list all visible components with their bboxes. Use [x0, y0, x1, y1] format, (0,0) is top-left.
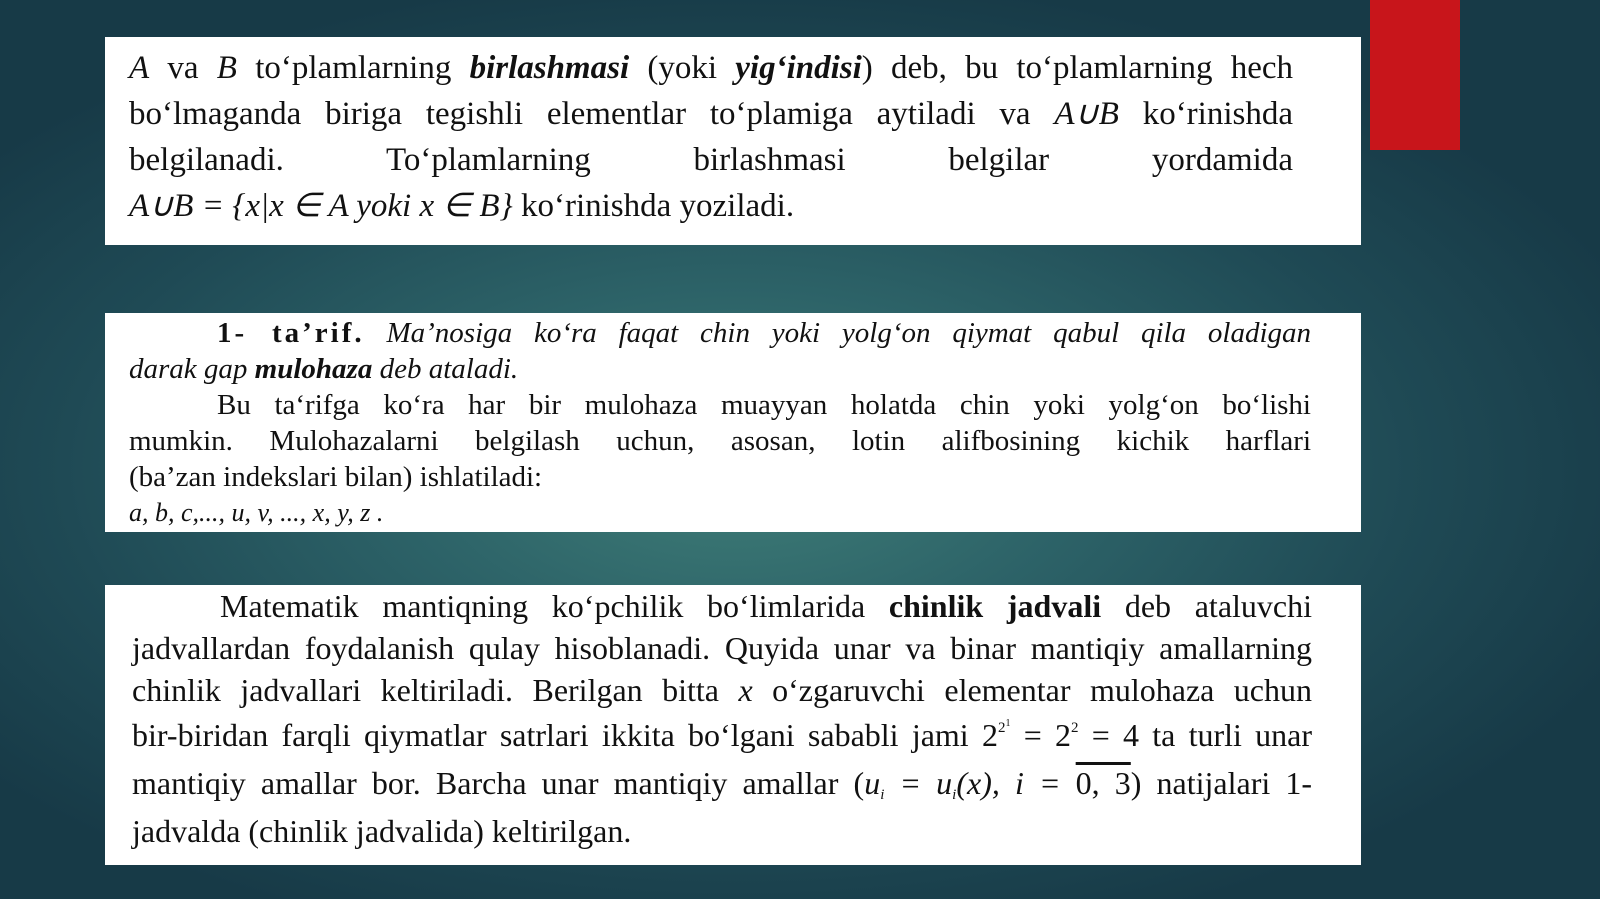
union-formula: A∪B = {x|x ∈ A yoki x ∈ B}	[129, 188, 513, 224]
text: ko‘rinishda	[1142, 96, 1293, 132]
letters-list: a, b, c,..., u, v, ..., x, y, z .	[129, 498, 384, 527]
p2-line3: (ba’zan indekslari bilan) ishlatiladi:	[129, 461, 543, 493]
text: ko‘rinishda yoziladi.	[520, 188, 795, 224]
card1-line4	[129, 183, 1293, 229]
truth-table-card	[105, 585, 1361, 865]
text: darak gap	[129, 353, 248, 385]
c3-line2: jadvallardan foydalanish qulay hisoblanadi. Quyida unar va binar mantiqiy amallarning	[132, 630, 1312, 666]
card1-line2	[129, 91, 1293, 137]
text: chinlik jadvallari keltiriladi. Berilgan bitta	[132, 672, 719, 708]
text: to‘plamlarning	[255, 50, 452, 86]
unary-ops-formula: ($u_i = u_i(x)$, i = 0, 3)	[853, 765, 1142, 803]
p2-line2: mumkin. Mulohazalarni belgilash uchun, asosan, lotin alifbosining kichik harflari	[129, 425, 1311, 457]
text: bir-biridan farqli qiymatlar satrlari ikkita bo‘lgani sababli jami	[132, 717, 969, 753]
c3-line5	[132, 759, 1312, 807]
text: Ma’nosiga ko‘ra faqat chin yoki yolg‘on qiymat qabul qila oladigan	[386, 317, 1311, 349]
c3-line6: jadvalda (chinlik jadvalida) keltirilgan.	[132, 813, 632, 849]
text: natijalari 1-	[1156, 765, 1313, 801]
text: Matematik mantiqning ko‘pchilik bo‘limlarida	[220, 588, 866, 624]
variable-x: x	[738, 672, 753, 708]
text: ta turli unar	[1152, 717, 1313, 753]
def-line2	[129, 351, 1311, 387]
c3-line3	[132, 669, 1312, 711]
accent-bar	[1370, 0, 1460, 150]
card1-line1	[129, 45, 1293, 91]
term-mulohaza: mulohaza	[254, 353, 373, 385]
def-line1	[129, 315, 1311, 351]
term-chinlik-jadvali: chinlik jadvali	[888, 588, 1102, 624]
c3-line4	[132, 711, 1312, 759]
c3-line1	[132, 585, 1312, 627]
text: mantiqiy amallar bor. Barcha unar mantiqiy amallar	[132, 765, 839, 801]
card1-line3: belgilanadi. To‘plamlarning birlashmasi belgilar yordamida	[129, 142, 1293, 178]
definition-label: 1- ta’rif.	[217, 317, 365, 349]
term-birlashmasi: birlashmasi	[469, 50, 630, 86]
p2-line1: Bu ta‘rifga ko‘ra har bir mulohaza muayyan holatda chin yoki yolg‘on bo‘lishi	[217, 389, 1311, 421]
text: (yoki	[647, 50, 718, 86]
set-b: B	[216, 50, 237, 86]
text: deb ataluvchi	[1124, 588, 1312, 624]
union-expression: A∪B	[1054, 96, 1119, 132]
text: deb ataladi.	[379, 353, 519, 385]
term-yigindisi: yig‘indisi	[735, 50, 862, 86]
statement-definition-card	[105, 313, 1361, 532]
text: bo‘lmaganda biriga tegishli elementlar to‘plamiga aytiladi va	[129, 96, 1031, 132]
union-definition-card	[105, 37, 1361, 245]
power-formula: $2^{2^1} = 2^2 = 4$	[981, 717, 1140, 753]
conj-va: va	[167, 50, 199, 86]
text: ) deb, bu to‘plamlarning hech	[861, 50, 1294, 86]
set-a: A	[129, 50, 150, 86]
text: o‘zgaruvchi elementar mulohaza uchun	[772, 672, 1312, 708]
